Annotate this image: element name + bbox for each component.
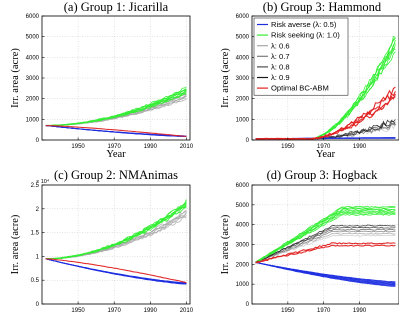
panel-title: (a) Group 1: Jicarilla [63,0,169,14]
y-tick-label: 2.5 [30,183,39,189]
x-tick-label: 1990 [143,144,157,150]
x-tick-label: 1970 [107,144,121,150]
y-tick-label: 1000 [235,282,249,289]
y-tick-label: 6000 [235,14,249,20]
chart-panel-4 [220,168,399,314]
y-exponent-label: × 10⁴ [36,179,50,185]
x-tick-label: 1950 [71,308,85,314]
y-tick-label: 0 [245,302,249,308]
y-tick-label: 4000 [235,222,249,229]
x-tick-label: 1970 [317,144,331,150]
y-tick-label: 1000 [25,117,39,124]
x-tick-label: 1950 [71,144,85,150]
chart-panel-2 [220,0,399,160]
x-tick-label: 2010 [179,144,194,150]
x-tick-label: 1990 [143,308,157,314]
y-tick-label: 6000 [235,183,249,189]
legend-label: Optimal BC-ABM [271,83,329,93]
legend-label: λ: 0.8 [271,62,290,72]
y-tick-label: 1 [35,254,39,261]
y-axis-label: Irr. area (acre) [10,214,21,275]
y-tick-label: 5000 [235,34,249,41]
x-axis-label: Year [315,149,336,160]
y-tick-label: 6000 [25,14,39,20]
chart-panel-1 [10,0,194,160]
y-axis-label: Irr. area (acre) [10,48,21,108]
legend-label: λ: 0.7 [271,51,290,61]
y-axis-label: Irr. area (acre) [220,48,231,108]
legend-label: Risk seeking (λ: 1.0) [271,30,340,40]
y-tick-label: 5000 [25,34,39,41]
legend-label: Risk averse (λ: 0.5) [271,20,337,30]
legend-label: λ: 0.9 [271,73,290,83]
legend-label: λ: 0.6 [271,41,290,51]
x-tick-label: 2010 [179,308,194,314]
x-tick-label: 1950 [281,144,295,150]
y-axis-label: Irr. area (acre) [220,214,231,275]
x-tick-label: 1990 [352,144,367,150]
chart-panel-3 [10,168,194,314]
panel-title: (c) Group 2: NMAnimas [54,168,178,182]
y-tick-label: 4000 [235,55,249,62]
y-tick-label: 0 [35,138,39,144]
y-tick-label: 2000 [25,96,39,103]
x-tick-label: 1970 [317,308,331,314]
x-tick-label: 1990 [352,308,367,314]
y-tick-label: 5000 [235,202,249,209]
panel-title: (b) Group 3: Hammond [262,0,382,14]
panel-title: (d) Group 3: Hogback [266,168,378,182]
y-tick-label: 1000 [235,117,249,124]
y-tick-label: 2000 [235,262,249,269]
y-tick-label: 2 [35,206,39,213]
y-tick-label: 1.5 [30,230,39,237]
y-tick-label: 0 [245,138,249,144]
x-tick-label: 1970 [107,308,121,314]
x-axis-label: Year [106,149,126,160]
x-tick-label: 1950 [281,308,295,314]
legend [254,18,348,95]
y-tick-label: 3000 [235,242,249,249]
y-tick-label: 3000 [235,76,249,82]
y-tick-label: 3000 [25,76,39,82]
y-tick-label: 0 [35,302,39,308]
y-tick-label: 4000 [25,55,39,62]
y-tick-label: 0.5 [30,278,39,285]
y-tick-label: 2000 [235,96,249,103]
